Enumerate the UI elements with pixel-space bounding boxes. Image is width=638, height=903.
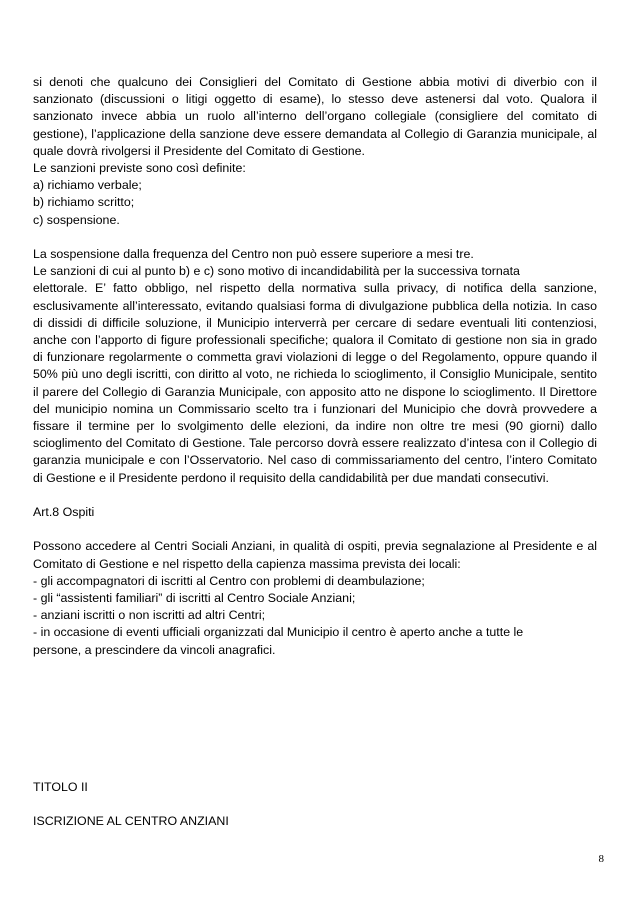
suspension-rule: La sospensione dalla frequenza del Centro non può essere superiore a mesi tre. bbox=[33, 247, 474, 262]
spacer bbox=[33, 521, 597, 538]
guests-intro: Possono accedere al Centri Sociali Anziani, in qualità di ospiti, previa segnalazione al Presidente e al Comitato di Gestione e nel rispetto della capienza massima prevista dei locali: bbox=[33, 539, 597, 571]
sanction-item-b: b) richiamo scritto; bbox=[33, 195, 135, 210]
guest-item-companions: - gli accompagnatori di iscritti al Centro con problemi di deambulazione; bbox=[33, 573, 425, 588]
document-body bbox=[33, 74, 597, 659]
paragraph-conflict-of-interest: si denoti che qualcuno dei Consiglieri del Comitato di Gestione abbia motivi di diverbio con il sanzionato (discussioni o litigi oggetto di esame), lo stesso deve astenersi dal voto. Qualora il sanzionato invece abbia un ruolo all’interno dell’organo collegiale (consigliere del comitato di gestione), l’applicazione della sanzione deve essere demandata al Collegio di Garanzia municipale, al quale dovrà rivolgersi il Presidente del Comitato di Gestione. bbox=[33, 75, 597, 158]
paragraph-dissolution: elettorale. E’ fatto obbligo, nel rispetto della normativa sulla privacy, di notifica della sanzione, esclusivamente all’interessato, evitando qualsiasi forma di divulgazione pubblica della notizia. In caso di dissidi di difficile soluzione, il Municipio interverrà per cercare di sedare eventuali liti contenziosi, anche con l’apporto di figure professionali specifiche; qualora il Comitato di gestione non sia in grado di funzionare regolarmente o commetta gravi violazioni di legge o del Regolamento, oppure quando il 50% più uno degli iscritti, con diritto al voto, ne richieda lo scioglimento, il Consiglio Municipale, sentito il parere del Collegio di Garanzia Municipale, con apposito atto ne dispone lo scioglimento. Il Direttore del municipio nomina un Commissario scelto tra i funzionari del Municipio che dovrà provvedere a fissare il termine per lo svolgimento delle elezioni, da indire non oltre tre mesi (90 giorni) dallo scioglimento del Comitato di Gestione. Tale percorso dovrà essere realizzato d’intesa con il Collegio di garanzia municipale e con l’Osservatorio. Nel caso di commissariamento del centro, l’intero Comitato di Gestione e il Presidente perdono il requisito della candidabilità per due mandati consecutivi. bbox=[33, 281, 597, 485]
spacer bbox=[33, 487, 597, 504]
guest-item-other-centers: - anziani iscritti o non iscritti ad altri Centri; bbox=[33, 608, 266, 623]
article-heading: Art.8 Ospiti bbox=[33, 505, 95, 520]
guest-item-official-events-continued: persone, a prescindere da vincoli anagrafici. bbox=[33, 642, 276, 657]
page-number: 8 bbox=[598, 853, 604, 865]
title-section: TITOLO II bbox=[33, 780, 88, 794]
registration-heading: ISCRIZIONE AL CENTRO ANZIANI bbox=[33, 814, 229, 828]
sanctions-intro: Le sanzioni previste sono così definite: bbox=[33, 161, 246, 176]
guest-item-assistants: - gli “assistenti familiari” di iscritti al Centro Sociale Anziani; bbox=[33, 591, 356, 606]
sanction-item-a: a) richiamo verbale; bbox=[33, 178, 142, 193]
guest-item-official-events: - in occasione di eventi ufficiali organizzati dal Municipio il centro è aperto anche a tutte le bbox=[33, 625, 524, 640]
sanction-item-c: c) sospensione. bbox=[33, 212, 120, 227]
sanctions-b-c-line: Le sanzioni di cui al punto b) e c) sono motivo di incandidabilità per la successiva tornata bbox=[33, 264, 520, 279]
spacer bbox=[33, 229, 597, 246]
